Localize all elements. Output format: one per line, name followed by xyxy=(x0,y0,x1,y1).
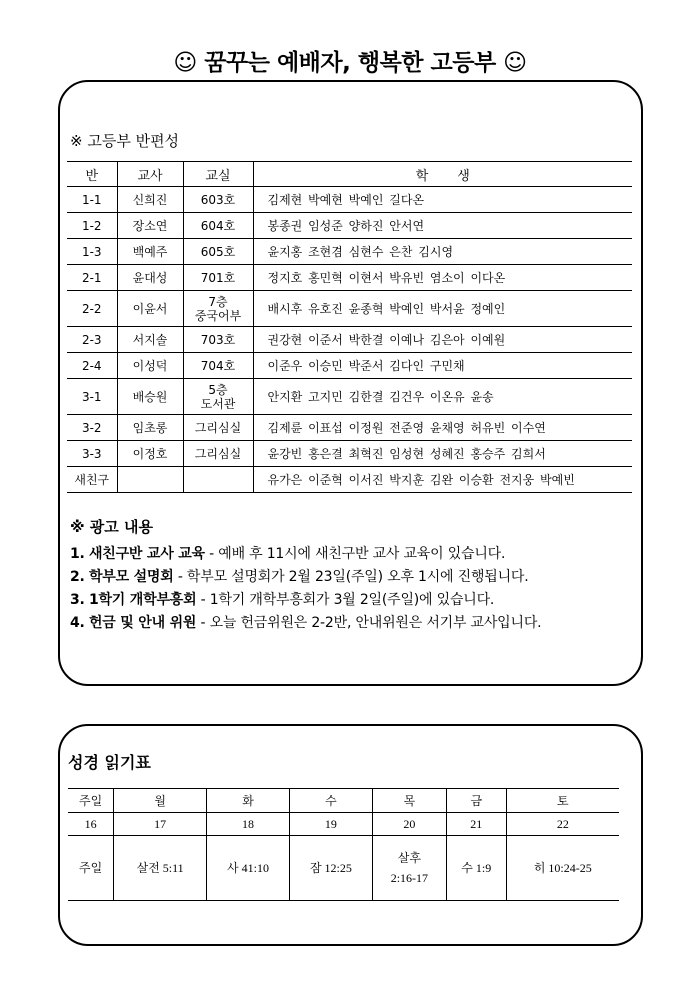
class-section-title: ※ 고등부 반편성 xyxy=(70,132,180,150)
notice-heading: 새친구반 교사 교육 xyxy=(88,546,205,562)
reading-cell xyxy=(114,836,207,901)
notice-item xyxy=(70,612,630,635)
room-line-1: 5층 xyxy=(208,382,228,397)
reading-line-2: 2:16-17 xyxy=(390,871,429,885)
day-header: 월 xyxy=(114,789,207,813)
students-cell: 김제륜 이표섭 이정원 전준영 윤채영 허유빈 이수연 xyxy=(253,415,632,441)
date-cell: 21 xyxy=(446,813,506,836)
room-cell xyxy=(183,291,253,327)
day-header: 주일 xyxy=(68,789,114,813)
teacher-cell: 신희진 xyxy=(117,187,183,213)
class-cell: 2-1 xyxy=(67,265,117,291)
class-cell: 3-1 xyxy=(67,379,117,415)
notice-body: - 1학기 개학부흥회가 3월 2일(주일)에 있습니다. xyxy=(196,592,495,608)
notice-body: - 학부모 설명회가 2월 23일(주일) 오후 1시에 진행됩니다. xyxy=(173,569,529,585)
reading-cell xyxy=(207,836,290,901)
class-row xyxy=(67,379,632,415)
reading-line-1: 살전 5:11 xyxy=(136,861,184,875)
teacher-cell: 윤대성 xyxy=(117,265,183,291)
class-row xyxy=(67,239,632,265)
room-cell: 605호 xyxy=(183,239,253,265)
date-cell: 16 xyxy=(68,813,114,836)
notice-title: ※ 광고 내용 xyxy=(70,518,153,536)
class-row xyxy=(67,327,632,353)
notice-number: 2. xyxy=(70,569,85,585)
students-cell: 배시후 유호진 윤종혁 박예인 박서윤 정예인 xyxy=(253,291,632,327)
notice-item xyxy=(70,589,630,612)
teacher-cell: 배승원 xyxy=(117,379,183,415)
class-row xyxy=(67,291,632,327)
notice-number: 4. xyxy=(70,615,85,631)
class-row xyxy=(67,187,632,213)
reading-cell xyxy=(372,836,446,901)
notice-body: - 예배 후 11시에 새친구반 교사 교육이 있습니다. xyxy=(204,546,506,562)
class-row xyxy=(67,353,632,379)
notice-body: - 오늘 헌금위원은 2-2반, 안내위원은 서기부 교사입니다. xyxy=(196,615,542,631)
notice-item xyxy=(70,566,630,589)
class-cell: 새친구 xyxy=(67,467,117,493)
date-cell: 19 xyxy=(289,813,372,836)
header-students: 학 생 xyxy=(253,162,632,187)
notice-heading: 헌금 및 안내 위원 xyxy=(88,615,197,631)
class-cell: 2-3 xyxy=(67,327,117,353)
date-cell: 20 xyxy=(372,813,446,836)
date-cell: 18 xyxy=(207,813,290,836)
reading-line-1: 수 1:9 xyxy=(461,861,492,875)
dates-row xyxy=(68,813,619,836)
reading-line-1: 잠 12:25 xyxy=(309,861,352,875)
teacher-cell: 이정호 xyxy=(117,441,183,467)
day-header: 금 xyxy=(446,789,506,813)
notice-section xyxy=(70,516,630,635)
reading-section-title: 성경 읽기표 xyxy=(68,753,151,772)
students-cell: 윤강빈 홍은결 최혁진 임성현 성혜진 홍승주 김희서 xyxy=(253,441,632,467)
teacher-cell: 서지솔 xyxy=(117,327,183,353)
class-cell: 2-2 xyxy=(67,291,117,327)
teacher-cell: 백예주 xyxy=(117,239,183,265)
day-header: 목 xyxy=(372,789,446,813)
students-cell: 안지환 고지민 김한결 김건우 이온유 윤송 xyxy=(253,379,632,415)
day-header: 수 xyxy=(289,789,372,813)
class-row xyxy=(67,265,632,291)
room-cell xyxy=(183,467,253,493)
header-class: 반 xyxy=(67,162,117,187)
notice-number: 1. xyxy=(70,546,85,562)
teacher-cell: 이성덕 xyxy=(117,353,183,379)
class-cell: 3-2 xyxy=(67,415,117,441)
room-cell xyxy=(183,379,253,415)
class-cell: 1-2 xyxy=(67,213,117,239)
teacher-cell: 임초롱 xyxy=(117,415,183,441)
room-line-2: 중국어부 xyxy=(194,308,242,323)
room-cell: 704호 xyxy=(183,353,253,379)
reading-line-1: 히 10:24-25 xyxy=(533,861,592,875)
class-row xyxy=(67,467,632,493)
room-cell: 701호 xyxy=(183,265,253,291)
days-row xyxy=(68,789,619,813)
room-cell: 604호 xyxy=(183,213,253,239)
reading-table xyxy=(68,788,619,901)
class-row xyxy=(67,415,632,441)
room-cell: 603호 xyxy=(183,187,253,213)
class-row xyxy=(67,213,632,239)
notice-heading: 1학기 개학부흥회 xyxy=(88,592,197,608)
students-cell: 정지호 홍민혁 이현서 박유빈 염소이 이다온 xyxy=(253,265,632,291)
room-line-1: 7층 xyxy=(208,294,228,309)
students-cell: 이준우 이승민 박준서 김다인 구민채 xyxy=(253,353,632,379)
class-cell: 1-3 xyxy=(67,239,117,265)
students-cell: 김제현 박예현 박예인 길다온 xyxy=(253,187,632,213)
header-teacher: 교사 xyxy=(117,162,183,187)
notice-item xyxy=(70,543,630,566)
room-cell: 그리심실 xyxy=(183,441,253,467)
reading-line-1: 주일 xyxy=(79,861,103,875)
readings-row xyxy=(68,836,619,901)
reading-line-1: 사 41:10 xyxy=(227,861,269,875)
teacher-cell: 이윤서 xyxy=(117,291,183,327)
notice-heading: 학부모 설명회 xyxy=(88,569,174,585)
date-cell: 22 xyxy=(506,813,619,836)
students-cell: 봉종권 임성준 양하진 안서연 xyxy=(253,213,632,239)
day-header: 화 xyxy=(207,789,290,813)
students-cell: 권강현 이준서 박한결 이예나 김은아 이예원 xyxy=(253,327,632,353)
class-cell: 2-4 xyxy=(67,353,117,379)
reading-cell xyxy=(506,836,619,901)
header-room: 교실 xyxy=(183,162,253,187)
reading-cell xyxy=(446,836,506,901)
class-table xyxy=(67,161,632,493)
class-row xyxy=(67,441,632,467)
class-table-header xyxy=(67,162,632,187)
reading-cell xyxy=(289,836,372,901)
students-cell: 윤지홍 조현겸 심현수 은찬 김시영 xyxy=(253,239,632,265)
reading-cell xyxy=(68,836,114,901)
day-header: 토 xyxy=(506,789,619,813)
teacher-cell xyxy=(117,467,183,493)
teacher-cell: 장소연 xyxy=(117,213,183,239)
class-cell: 1-1 xyxy=(67,187,117,213)
reading-line-1: 살후 xyxy=(397,851,421,865)
students-cell: 유가은 이준혁 이서진 박지훈 김완 이승환 전지웅 박예빈 xyxy=(253,467,632,493)
room-cell: 703호 xyxy=(183,327,253,353)
room-cell: 그리심실 xyxy=(183,415,253,441)
date-cell: 17 xyxy=(114,813,207,836)
notice-number: 3. xyxy=(70,592,85,608)
room-line-2: 도서관 xyxy=(200,396,236,411)
class-cell: 3-3 xyxy=(67,441,117,467)
page-title: ☺ 꿈꾸는 예배자, 행복한 고등부 ☺ xyxy=(173,50,527,76)
